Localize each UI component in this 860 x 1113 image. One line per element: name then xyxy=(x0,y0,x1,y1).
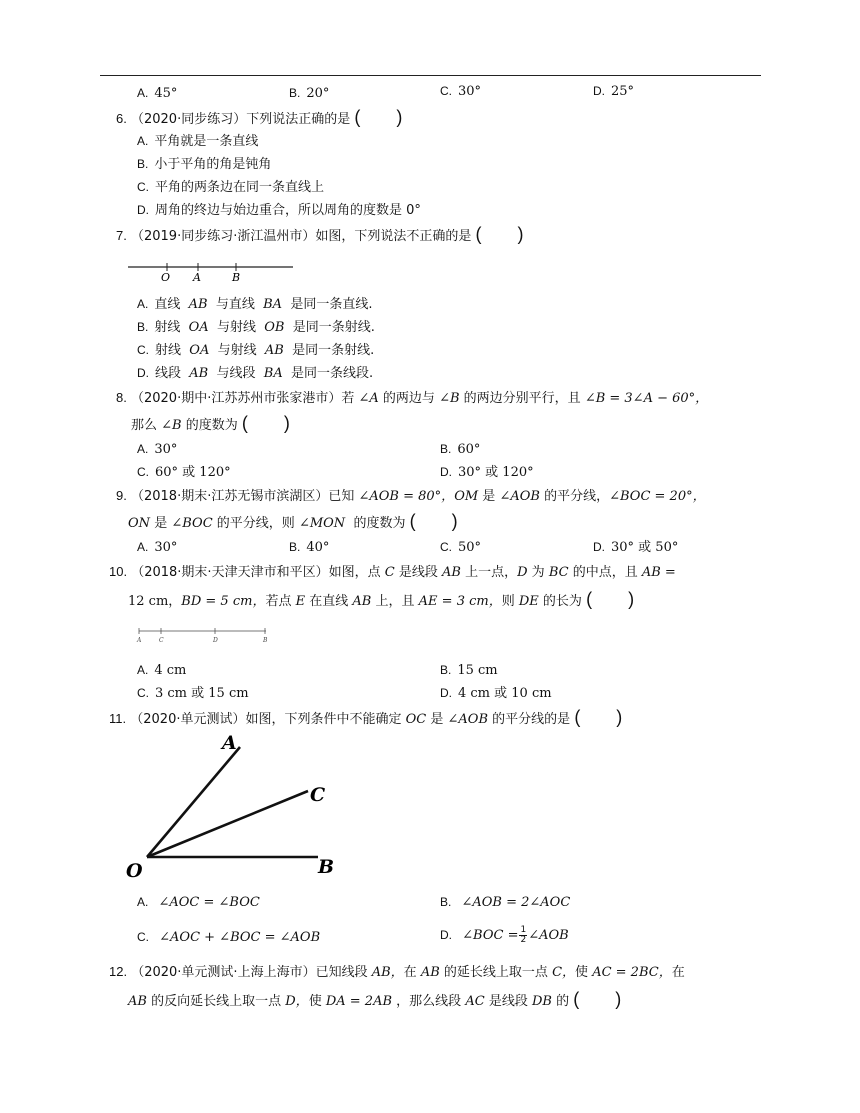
q10-label-a: A xyxy=(137,637,142,644)
q7-stem: 7. （2019·同步练习·浙江温州市）如图，下列说法不正确的是 ( ) xyxy=(116,224,524,244)
q11-option-c[interactable]: C. ∠AOC + ∠BOC = ∠AOB xyxy=(137,930,321,945)
q5-option-d[interactable]: D. 25° xyxy=(593,84,635,99)
q11-ray-oc xyxy=(147,791,308,857)
q6-option-a[interactable]: A. 平角就是一条直线 xyxy=(137,134,259,149)
q10-stem-line1: 10. （2018·期末·天津天津市和平区）如图，点 C 是线段 AB 上一点，D 为 BC 的中点，且 AB = xyxy=(109,564,676,580)
q8-option-a[interactable]: A. 30° xyxy=(137,442,178,457)
q11-label-c: C xyxy=(310,784,326,806)
q10-stem-line2: 12 cm，BD = 5 cm，若点 E 在直线 AB 上，且 AE = 3 cm，则 DE 的长为 ( ) xyxy=(128,589,635,609)
q9-option-a[interactable]: A. 30° xyxy=(137,540,178,555)
q7-label-a: A xyxy=(193,271,201,284)
q11-label-o: O xyxy=(126,860,143,882)
q5-option-b[interactable]: B. 20° xyxy=(289,86,330,101)
q8-stem-line1: 8. （2020·期中·江苏苏州市张家港市）若 ∠A 的两边与 ∠B 的两边分别平行，且 ∠B = 3∠A − 60°， xyxy=(116,390,709,406)
q7-option-a[interactable]: A. 直线 AB 与直线 BA 是同一条直线. xyxy=(137,297,373,312)
q7-option-b[interactable]: B. 射线 OA 与射线 OB 是同一条射线. xyxy=(137,320,375,335)
q10-label-b: B xyxy=(263,637,268,644)
q10-label-c: C xyxy=(159,637,164,644)
q8-option-c[interactable]: C. 60° 或 120° xyxy=(137,465,231,480)
q6-option-d[interactable]: D. 周角的终边与始边重合，所以周角的度数是 0° xyxy=(137,203,421,218)
q10-option-c[interactable]: C. 3 cm 或 15 cm xyxy=(137,686,249,701)
q12-stem-line1: 12. （2020·单元测试·上海上海市）已知线段 AB，在 AB 的延长线上取一点 C，使 AC = 2BC，在 xyxy=(109,964,685,980)
q9-option-b[interactable]: B. 40° xyxy=(289,540,330,555)
q6-stem: 6. （2020·同步练习）下列说法正确的是 ( ) xyxy=(116,107,403,127)
q8-stem-line2: 那么 ∠B 的度数为 ( ) xyxy=(131,413,290,433)
q7-option-d[interactable]: D. 线段 AB 与线段 BA 是同一条线段. xyxy=(137,366,374,381)
q9-option-d[interactable]: D. 30° 或 50° xyxy=(593,540,679,555)
q5-option-c[interactable]: C. 30° xyxy=(440,84,482,99)
q7-label-b: B xyxy=(232,271,241,284)
q10-option-d[interactable]: D. 4 cm 或 10 cm xyxy=(440,686,552,701)
q11-option-b[interactable]: B. ∠AOB = 2∠AOC xyxy=(440,895,571,910)
q9-stem-line2: ON 是 ∠BOC 的平分线，则 ∠MON 的度数为 ( ) xyxy=(128,511,458,531)
q12-stem-line2: AB 的反向延长线上取一点 D，使 DA = 2AB ，那么线段 AC 是线段 DB 的 ( ) xyxy=(128,989,622,1009)
q10-label-d: D xyxy=(213,637,218,644)
q11-stem: 11. （2020·单元测试）如图，下列条件中不能确定 OC 是 ∠AOB 的平分线的是 ( ) xyxy=(109,707,623,727)
q7-figure xyxy=(126,256,296,286)
q10-option-a[interactable]: A. 4 cm xyxy=(137,663,187,678)
q7-option-c[interactable]: C. 射线 OA 与射线 AB 是同一条射线. xyxy=(137,343,375,358)
q6-option-b[interactable]: B. 小于平角的角是钝角 xyxy=(137,157,272,172)
q11-figure xyxy=(122,732,352,882)
q11-ray-oa xyxy=(147,747,240,857)
q11-label-b: B xyxy=(318,856,335,878)
q7-label-o: O xyxy=(161,271,171,284)
q10-option-b[interactable]: B. 15 cm xyxy=(440,663,498,678)
q11-option-a[interactable]: A. ∠AOC = ∠BOC xyxy=(137,895,260,910)
q9-stem-line1: 9. （2018·期末·江苏无锡市滨湖区）已知 ∠AOB = 80°，OM 是 ∠AOB 的平分线，∠BOC = 20°， xyxy=(116,488,706,504)
q10-figure xyxy=(134,624,274,646)
q11-option-d-fraction: $\frac{1}{2}$ xyxy=(520,925,527,945)
q11-option-d[interactable]: D. ∠BOC = $\frac{1}{2}$ ∠AOB xyxy=(440,925,569,945)
q8-option-d[interactable]: D. 30° 或 120° xyxy=(440,465,534,480)
header-rule xyxy=(100,75,761,76)
q6-option-c[interactable]: C. 平角的两条边在同一条直线上 xyxy=(137,180,325,195)
q8-option-b[interactable]: B. 60° xyxy=(440,442,481,457)
q5-option-a[interactable]: A. 45° xyxy=(137,86,178,101)
q11-label-a: A xyxy=(222,732,237,754)
q9-option-c[interactable]: C. 50° xyxy=(440,540,482,555)
